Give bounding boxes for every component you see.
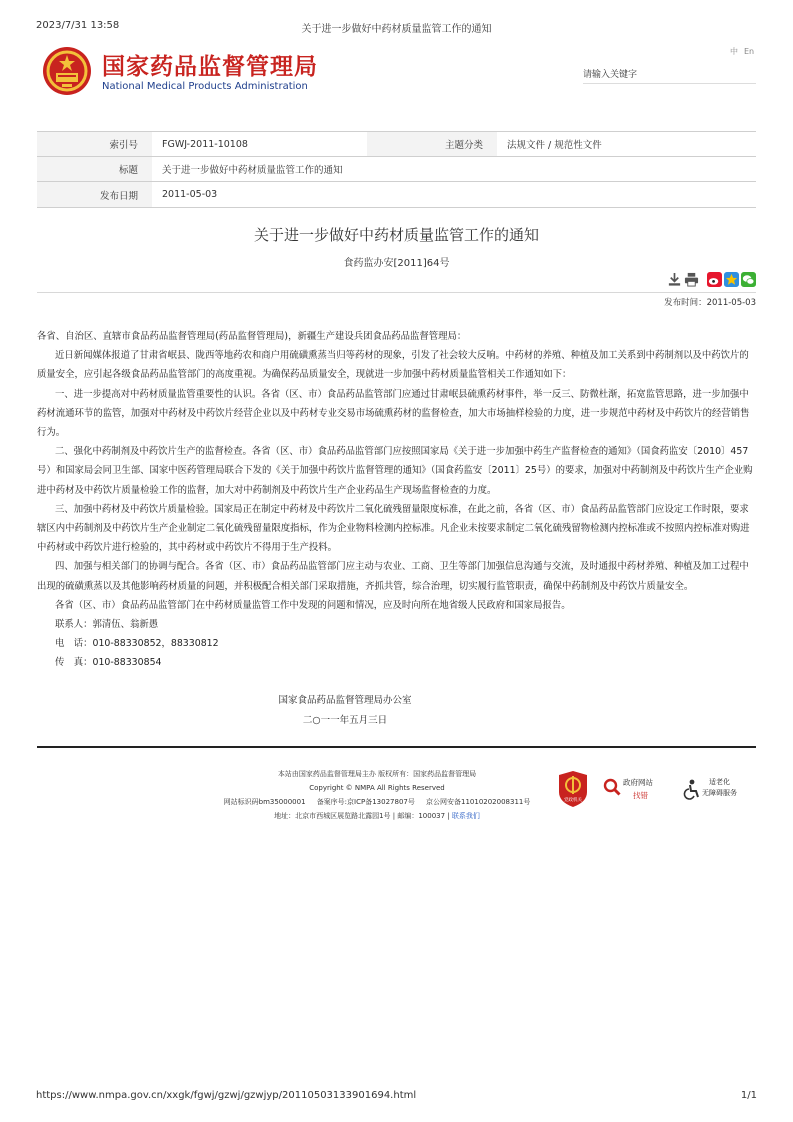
- print-page-title: 关于进一步做好中药材质量监管工作的通知: [301, 24, 492, 35]
- salutation: 各省、自治区、直辖市食品药品监督管理局(药品监督管理局)，新疆生产建设兵团食品药品监督管理局：: [37, 331, 467, 342]
- qzone-icon[interactable]: [724, 272, 739, 287]
- contact-person: 联系人：郭清伍、翁新愚: [55, 619, 159, 631]
- gov-site-label: 政府网站: [623, 778, 653, 787]
- footer-copyright: Copyright © NMPA All Rights Reserved: [309, 784, 445, 792]
- logo-name-cn: 国家药品监督管理局: [102, 54, 318, 80]
- body-paragraph: 二、强化中药制剂及中药饮片生产的监督检查。各省（区、市）食品药品监管部门应按照国家局《关于进一步加强中药生产监督检查的通知》（国食药监安〔2010〕457号）和国家局会同卫生部、国家中医药管理局联合下发的《关于加强中药饮片监督管理的通知》（国食药监安〔2011〕25号）的要求，加强对中药制剂及中药饮片生产企业购进中药材及中药饮片质量检验工作的监督，加大对中药制剂及中药饮片生产企业药品生产现场监督检查的力度。: [37, 446, 753, 496]
- logo-name-en: National Medical Products Administration: [102, 81, 308, 92]
- print-datetime: 2023/7/31 13:58: [36, 20, 120, 31]
- footer-site-id: 网站标识码bm35000001: [223, 798, 306, 806]
- contact-us-link[interactable]: 联系我们: [451, 812, 480, 820]
- meta-row-index: [37, 132, 756, 157]
- gov-site-error-report[interactable]: [603, 774, 665, 802]
- footer-divider: [37, 746, 756, 748]
- meta-row-title: [37, 157, 756, 182]
- share-toolbar: [667, 272, 759, 290]
- document-title: 关于进一步做好中药材质量监管工作的通知: [253, 226, 539, 244]
- magnifier-icon: [603, 778, 621, 796]
- document-number: 食药监办安[2011]64号: [343, 258, 450, 269]
- signature-date: 二○一一年五月三日: [302, 715, 388, 726]
- meta-date-label: 发布日期: [37, 182, 152, 208]
- body-paragraph: 各省（区、市）食品药品监管部门在中药材质量监管工作中发现的问题和情况，应及时向所在地省级人民政府和国家局报告。: [55, 599, 571, 611]
- print-page-number: 1/1: [740, 1090, 757, 1101]
- elderly-friendly-label: 适老化: [709, 778, 730, 786]
- footer-info: [212, 767, 542, 823]
- meta-row-date: [37, 182, 756, 208]
- search-input[interactable]: [583, 65, 756, 85]
- body-paragraph: 近日新闻媒体报道了甘肃省岷县、陇西等地药农和商户用硫磺熏蒸当归等药材的现象，引发了社会较大反响。中药材的养殖、种植及加工关系到中药制剂以及中药饮片的质量安全，应引起各级食品药品监管部门的高度重视。为确保药品质量安全，现就进一步加强中药材质量监管相关工作通知如下：: [37, 350, 749, 381]
- site-logo[interactable]: [42, 44, 342, 100]
- meta-category-label: 主题分类: [367, 132, 497, 157]
- footer-police[interactable]: 京公网安备11010202008311号: [426, 798, 531, 806]
- meta-index-value: FGWJ-2011-10108: [152, 132, 367, 157]
- meta-title-value: 关于进一步做好中药材质量监管工作的通知: [152, 157, 756, 182]
- print-url: https://www.nmpa.gov.cn/xxgk/fgwj/gzwj/gzwjyp/20110503133901694.html: [36, 1090, 417, 1101]
- accessibility-label: 无障碍服务: [702, 789, 737, 797]
- accessibility-icon: [683, 779, 701, 801]
- lang-zh-link[interactable]: 中: [730, 47, 738, 56]
- search-box: [583, 62, 756, 84]
- body-paragraph: 三、加强中药材及中药饮片质量检验。国家局正在制定中药材及中药饮片二氧化硫残留量限度标准，在此之前，各省（区、市）食品药品监管部门应设定工作时限，要求辖区内中药制剂及中药饮片生产企业制定二氧化硫残留量限度指标，作为企业物料检测内控标准。凡企业未按要求制定二氧化硫残留物检测内控标准或不按照内控标准对购进中药材或中药饮片进行检验的，其中药材或中药饮片不得用于生产投料。: [37, 503, 750, 554]
- document-meta-table: [37, 131, 756, 208]
- accessibility-service[interactable]: [683, 777, 749, 805]
- footer-icp[interactable]: 备案序号:京ICP备13027807号: [316, 798, 415, 806]
- document-body: [37, 327, 757, 673]
- meta-date-value: 2011-05-03: [152, 182, 756, 208]
- content-divider: [37, 292, 756, 293]
- download-icon[interactable]: [667, 272, 682, 287]
- footer-address: 地址：北京市西城区展览路北露园1号 | 邮编：100037 |: [274, 812, 450, 820]
- body-paragraph: 四、加强与相关部门的协调与配合。各省（区、市）食品药品监管部门应主动与农业、工商、卫生等部门加强信息沟通与交流，及时通报中药材养殖、种植及加工过程中出现的硫磺熏蒸以及其他影响药材质量的问题，并积极配合相关部门采取措施，齐抓共管，综合治理，切实履行监管职责，确保中药制剂及中药饮片质量安全。: [37, 561, 749, 592]
- national-emblem-icon: [42, 46, 92, 96]
- publish-time: 发布时间：2011-05-03: [664, 298, 756, 308]
- party-government-label: 党政机关: [564, 798, 582, 803]
- contact-phone: 电 话：010-88330852，88330812: [55, 638, 219, 650]
- meta-title-label: 标题: [37, 157, 152, 182]
- meta-category-value: 法规文件 / 规范性文件: [497, 132, 756, 157]
- weibo-icon[interactable]: [707, 272, 722, 287]
- footer-address-line: [212, 809, 542, 823]
- print-icon[interactable]: [684, 272, 699, 287]
- issuer-signature: 国家食品药品监督管理局办公室: [278, 695, 412, 706]
- lang-en-link[interactable]: En: [744, 47, 755, 56]
- wechat-icon[interactable]: [741, 272, 756, 287]
- find-error-label: 找错: [633, 791, 648, 800]
- footer-registrations: [212, 795, 542, 809]
- footer-sponsor: 本站由国家药品监督管理局主办 版权所有：国家药品监督管理局: [277, 770, 477, 778]
- contact-fax: 传 真：010-88330854: [55, 657, 162, 669]
- language-switch: [730, 46, 760, 57]
- body-paragraph: 一、进一步提高对中药材质量监管重要性的认识。各省（区、市）食品药品监管部门应通过甘肃岷县硫熏药材事件，举一反三、防微杜渐，拓宽监管思路，进一步加强中药材流通环节的监管，加强对中药材及中药饮片经营企业以及中药材专业交易市场硫熏药材的监督检查，加大市场抽样检验的力度，进一步规范中药材及中药饮片的经营销售行为。: [37, 388, 750, 439]
- meta-index-label: 索引号: [37, 132, 152, 157]
- party-government-badge[interactable]: [556, 770, 590, 808]
